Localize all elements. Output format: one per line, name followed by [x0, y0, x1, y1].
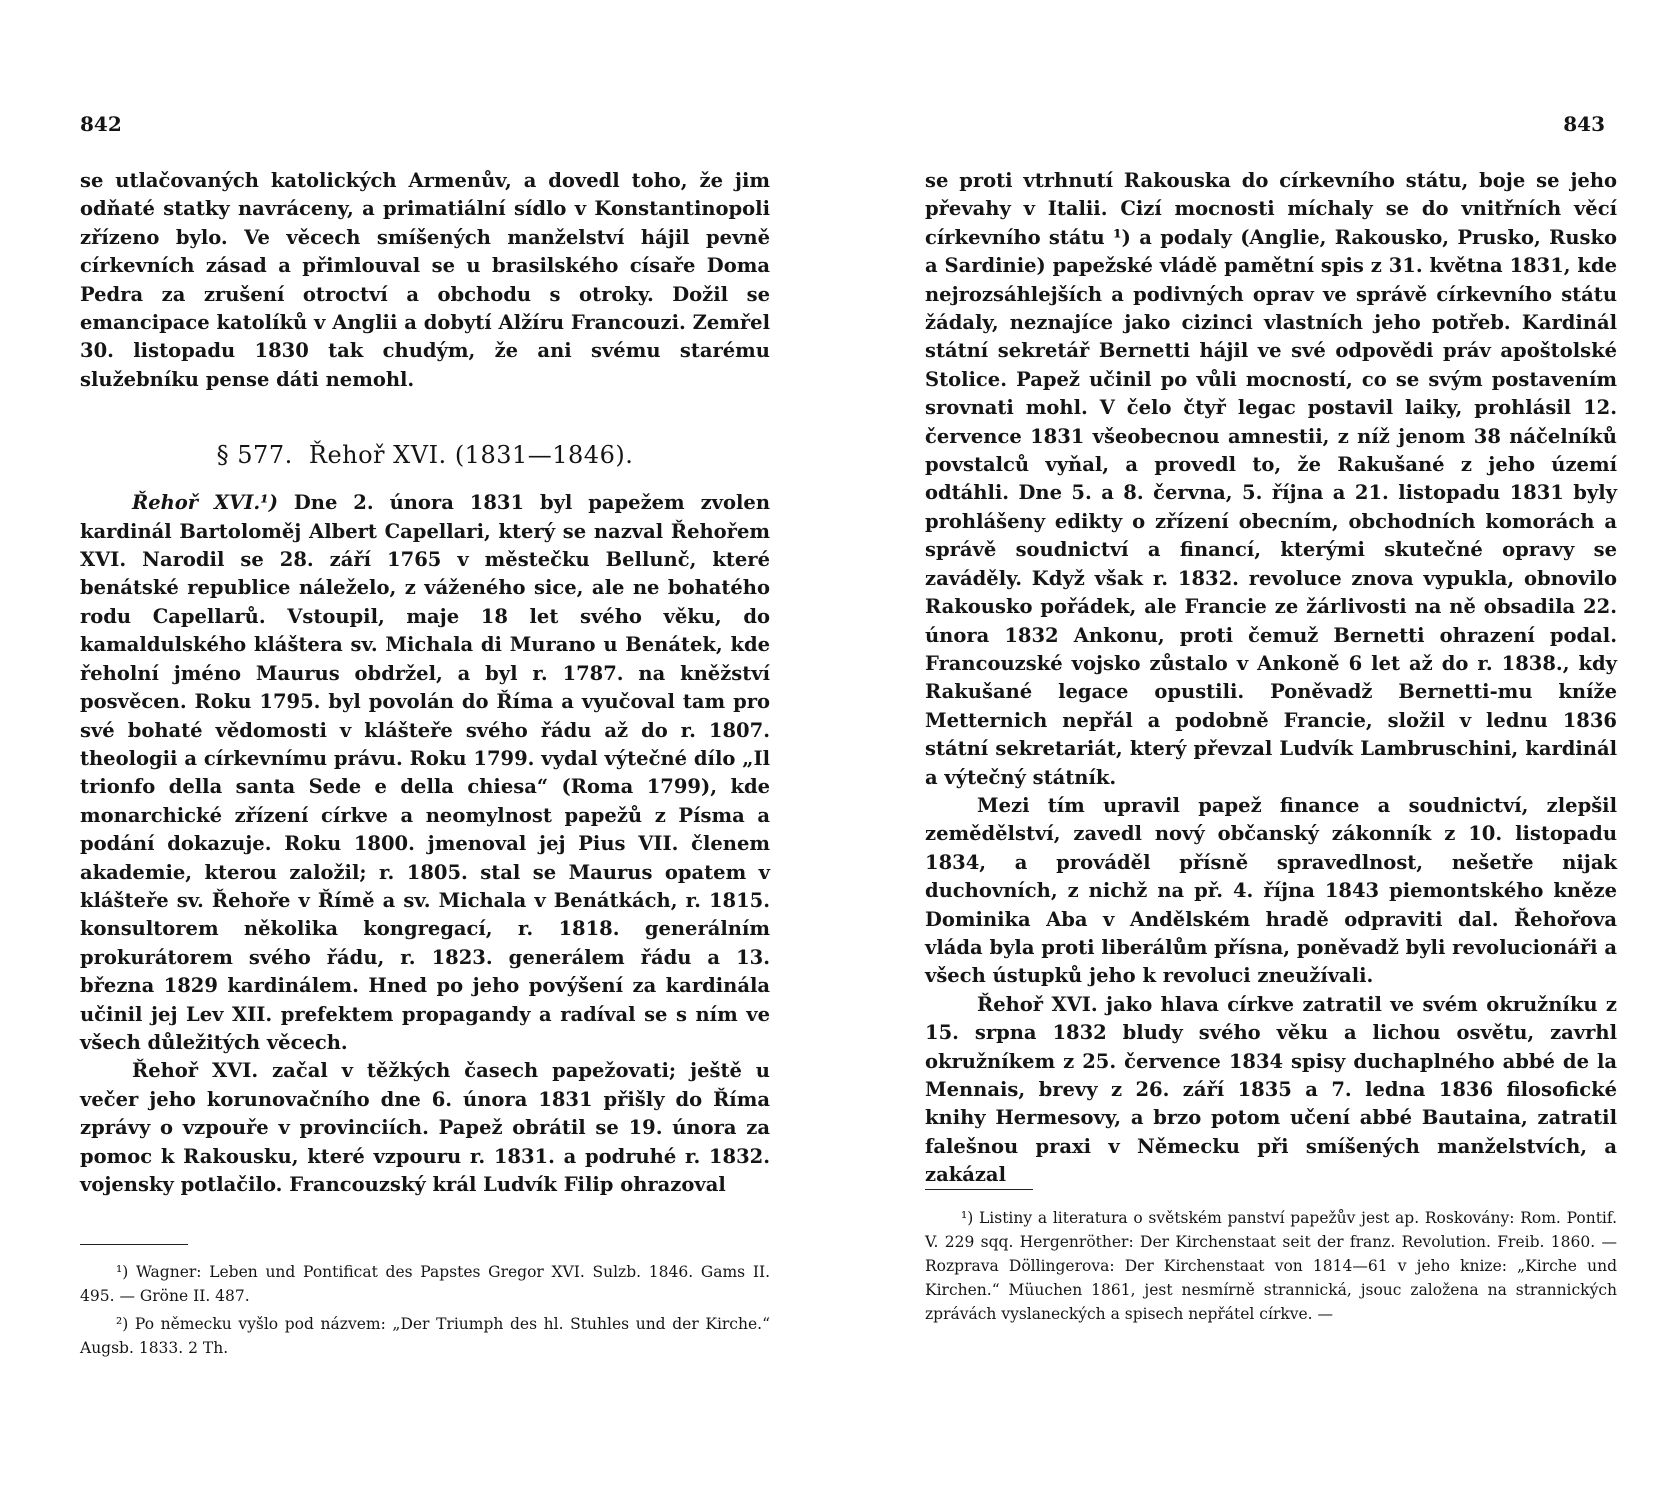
- left-text-column: [80, 167, 770, 1199]
- section-number: § 577.: [216, 441, 293, 470]
- paragraph-body: Dne 2. února 1831 byl papežem zvolen kardinál Bartoloměj Albert Capellari, který se nazval Řehořem XVI. Narodil se 28. září 1765 v městečku Bellunč, které benátské republice náleželo, z váženého sice, ale ne bohatého rodu Capellarů. Vstoupil, maje 18 let svého věku, do kamaldulského kláštera sv. Michala di Murano u Benátek, kde řeholní jméno Maurus obdržel, a byl r. 1787. na kněžství posvěcen. Roku 1795. byl povolán do Říma a vyučoval tam pro své bohaté vědomosti v klášteře svého řádu až do r. 1807. theologii a církevnímu právu. Roku 1799. vydal výtečné dílo „Il trionfo della santa Sede e della chiesa“ (Roma 1799), kde monarchické zřízení církve a neomylnost papežů z Písma a podání dokazuje. Roku 1800. jmenoval jej Pius VII. členem akademie, kterou založil; r. 1805. stal se Maurus opatem v klášteře sv. Řehoře v Římě a sv. Michala v Benátkách, r. 1815. konsultorem několika kongregací, r. 1818. generálním prokurátorem svého řádu, r. 1823. generálem řádu a 13. března 1829 kardinálem. Hned po jeho povýšení za kardinála učinil jej Lev XII. prefektem propagandy a radíval se s ním ve všech důležitých věcech.: [80, 491, 771, 1054]
- section-heading: [80, 441, 770, 469]
- footnotes-right: [925, 1206, 1617, 1330]
- intro-paragraph: se utlačovaných katolických Armenův, a dovedl toho, že jim odňaté statky navráceny, a primatiální sídlo v Konstantinopoli zřízeno bylo. Ve věcech smíšených manželství hájil pevně církevních zásad a přimlouval se u brasilského císaře Doma Pedra za zrušení otroctví a obchodu s otroky. Dožil se emancipace katolíků v Anglii a dobytí Alžíru Francouzi. Zemřel 30. listopadu 1830 tak chudým, že ani svému starému služebníku pense dáti nemohl.: [80, 169, 770, 391]
- right-page: [839, 0, 1678, 1500]
- section-title: Řehoř XVI. (1831—1846).: [308, 441, 634, 470]
- footnotes-left: [80, 1260, 770, 1364]
- footnote-divider: [925, 1189, 1033, 1190]
- body-paragraph-2: Řehoř XVI. začal v těžkých časech papežovati; ještě u večer jeho korunovačního dne 6. února 1831 přišly do Říma zprávy o vzpouře v provinciích. Papež obrátil se 19. února za pomoc k Rakousku, které vzpouru r. 1831. a podruhé r. 1832. vojensky potlačilo. Francouzský král Ludvík Filip ohrazoval: [80, 1059, 770, 1196]
- body-paragraph-3: Řehoř XVI. jako hlava církve zatratil ve svém okružníku z 15. srpna 1832 bludy svého věku a lichou osvětu, zavrhl okružníkem z 25. července 1834 spisy duchaplného abbé de la Mennais, brevy z 26. září 1835 a 7. ledna 1836 filosofické knihy Hermesovy, a brzo potom učení abbé Bautaina, zatratil falešnou praxi v Německu při smíšených manželstvích, a zakázal: [925, 992, 1617, 1187]
- page-number-right: 843: [1563, 112, 1605, 136]
- body-paragraph-1: se proti vtrhnutí Rakouska do církevního státu, boje se jeho převahy v Italii. Cizí mocnosti míchaly se do vnitřních věcí církevního státu ¹) a podaly (Anglie, Rakousko, Prusko, Rusko a Sardinie) papežské vládě pamětní spis z 31. května 1831, kde nejrozsáhlejších a podivných oprav ve správě církevního státu žádaly, neznajíce jako cizinci vlastních jeho potřeb. Kardinál státní sekretář Bernetti hájil ve své odpovědi práv apoštolské Stolice. Papež učinil po vůli mocností, co se svým postavením srovnati mohl. V čelo čtyř legac postavil laiky, prohlásil 12. července 1831 všeobecnou amnestii, z níž jenom 38 náčelníků povstalců vyňal, a provedl to, že Rakušané z jeho území odtáhli. Dne 5. a 8. června, 5. října a 21. listopadu 1831 byly prohlášeny edikty o zřízení obecním, obchodních komorách a správě soudnictví a financí, kterými skutečné opravy se zaváděly. Když však r. 1832. revoluce znova vypukla, obnovilo Rakousko pořádek, ale Francie ze žárlivosti na ně obsadila 22. února 1832 Ankonu, proti čemuž Bernetti ohrazení podal. Francouzské vojsko zůstalo v Ankoně 6 let až do r. 1838., kdy Rakušané legace opustili. Poněvadž Bernetti-mu kníže Metternich nepřál a podobně Francie, složil v lednu 1836 státní sekretariát, který převzal Ludvík Lambruschini, kardinál a výtečný státník.: [925, 169, 1617, 789]
- footnote: ¹) Wagner: Leben und Pontificat des Papstes Gregor XVI. Sulzb. 1846. Gams II. 495. — Gröne II. 487.: [80, 1263, 770, 1305]
- body-paragraph-2: Mezi tím upravil papež finance a soudnictví, zlepšil zemědělství, zavedl nový občanský zákonník z 10. listopadu 1834, a prováděl přísně spravedlnost, nešetře nijak duchovních, z nichž na př. 4. října 1843 piemontského kněze Dominika Aba v Andělském hradě odpraviti dal. Řehořova vláda byla proti liberálům přísna, poněvadž byli revolucionáři a všech ústupků jeho k revoluci zneužívali.: [925, 793, 1617, 988]
- footnote: ²) Po německu vyšlo pod názvem: „Der Triumph des hl. Stuhles und der Kirche.“ Augsb. 1833. 2 Th.: [80, 1315, 770, 1357]
- page-number-left: 842: [80, 112, 122, 136]
- footnote-divider: [80, 1244, 188, 1245]
- right-text-column: [925, 167, 1617, 1190]
- paragraph-lead: Řehoř XVI.¹): [132, 491, 278, 515]
- footnote: ¹) Listiny a literatura o světském panství papežův jest ap. Roskovány: Rom. Pontif. V. 229 sqq. Hergenröther: Der Kirchenstaat seit der franz. Revolution. Freib. 1860. — Rozprava Döllingerova: Der Kirchenstaat von 1814—61 v jeho knize: „Kirche und Kirchen.“ Müuchen 1861, jest nesmírně strannická, jsouc založena na strannických zprávách vyslaneckých a spisech nepřátel církve. —: [925, 1209, 1617, 1323]
- body-paragraph-1: [80, 489, 770, 1057]
